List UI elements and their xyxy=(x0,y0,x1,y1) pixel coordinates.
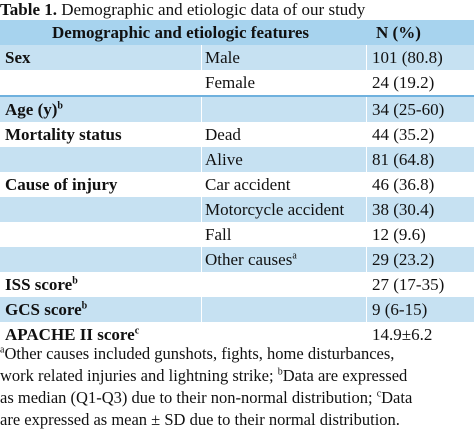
row-value: 12 (9.6) xyxy=(372,225,426,244)
row-value: 27 (17-35) xyxy=(372,275,445,294)
caption-label: Table 1. xyxy=(0,0,58,19)
table-row xyxy=(0,95,474,122)
table-row xyxy=(0,197,474,222)
row-sublabel: Fall xyxy=(205,225,232,244)
footnote-line: are expressed as mean ± SD due to their normal distribution. xyxy=(0,410,400,429)
table-caption xyxy=(0,0,474,19)
row-sublabel: Dead xyxy=(205,125,241,144)
table-row xyxy=(0,272,474,297)
row-label: Sex xyxy=(5,48,31,67)
row-value: 29 (23.2) xyxy=(372,250,435,269)
row-label: ISS score$^b$ xyxy=(5,275,78,294)
row-sublabel: Alive xyxy=(205,150,243,169)
row-value: 34 (25-60) xyxy=(372,100,445,119)
row-label: APACHE II score$^c$ xyxy=(5,325,140,344)
row-label: Mortality status xyxy=(5,125,122,144)
header-n-percent: N (%) xyxy=(376,23,421,42)
table-footnote xyxy=(0,343,474,431)
caption-text: Demographic and etiologic data of our study xyxy=(57,0,366,19)
data-table xyxy=(0,20,474,347)
footnote-line: as median (Q1-Q3) due to their non-normal distribution; $^c$Data xyxy=(0,388,413,407)
table-header xyxy=(0,20,474,45)
row-value: 81 (64.8) xyxy=(372,150,435,169)
row-label: Cause of injury xyxy=(5,175,118,194)
row-sublabel: Female xyxy=(205,73,256,92)
row-sublabel: Male xyxy=(205,48,240,67)
table-row xyxy=(0,222,474,247)
table-row xyxy=(0,297,474,322)
row-value: 46 (36.8) xyxy=(372,175,435,194)
row-label: GCS score$^b$ xyxy=(5,300,88,319)
row-sublabel: Other causes$^a$ xyxy=(205,250,297,269)
table-row xyxy=(0,247,474,272)
table-row xyxy=(0,147,474,172)
row-sublabel: Motorcycle accident xyxy=(205,200,345,219)
row-sublabel: Car accident xyxy=(205,175,291,194)
row-value: 101 (80.8) xyxy=(372,48,443,67)
row-value: 24 (19.2) xyxy=(372,73,435,92)
table-row xyxy=(0,45,474,70)
row-value: 14.9±6.2 xyxy=(372,325,433,344)
row-label: Age $(y)^b$ xyxy=(5,100,63,119)
table-row xyxy=(0,70,474,95)
row-value: 38 (30.4) xyxy=(372,200,435,219)
footnote-line: $^a$Other causes included gunshots, fights, home disturbances, xyxy=(0,344,395,363)
row-value: 9 (6-15) xyxy=(372,300,428,319)
footnote-line: work related injuries and lightning strike; $^b$Data are expressed xyxy=(0,366,408,385)
table-row xyxy=(0,122,474,147)
header-features: Demographic and etiologic features xyxy=(52,23,310,42)
table-row xyxy=(0,172,474,197)
row-value: 44 (35.2) xyxy=(372,125,435,144)
